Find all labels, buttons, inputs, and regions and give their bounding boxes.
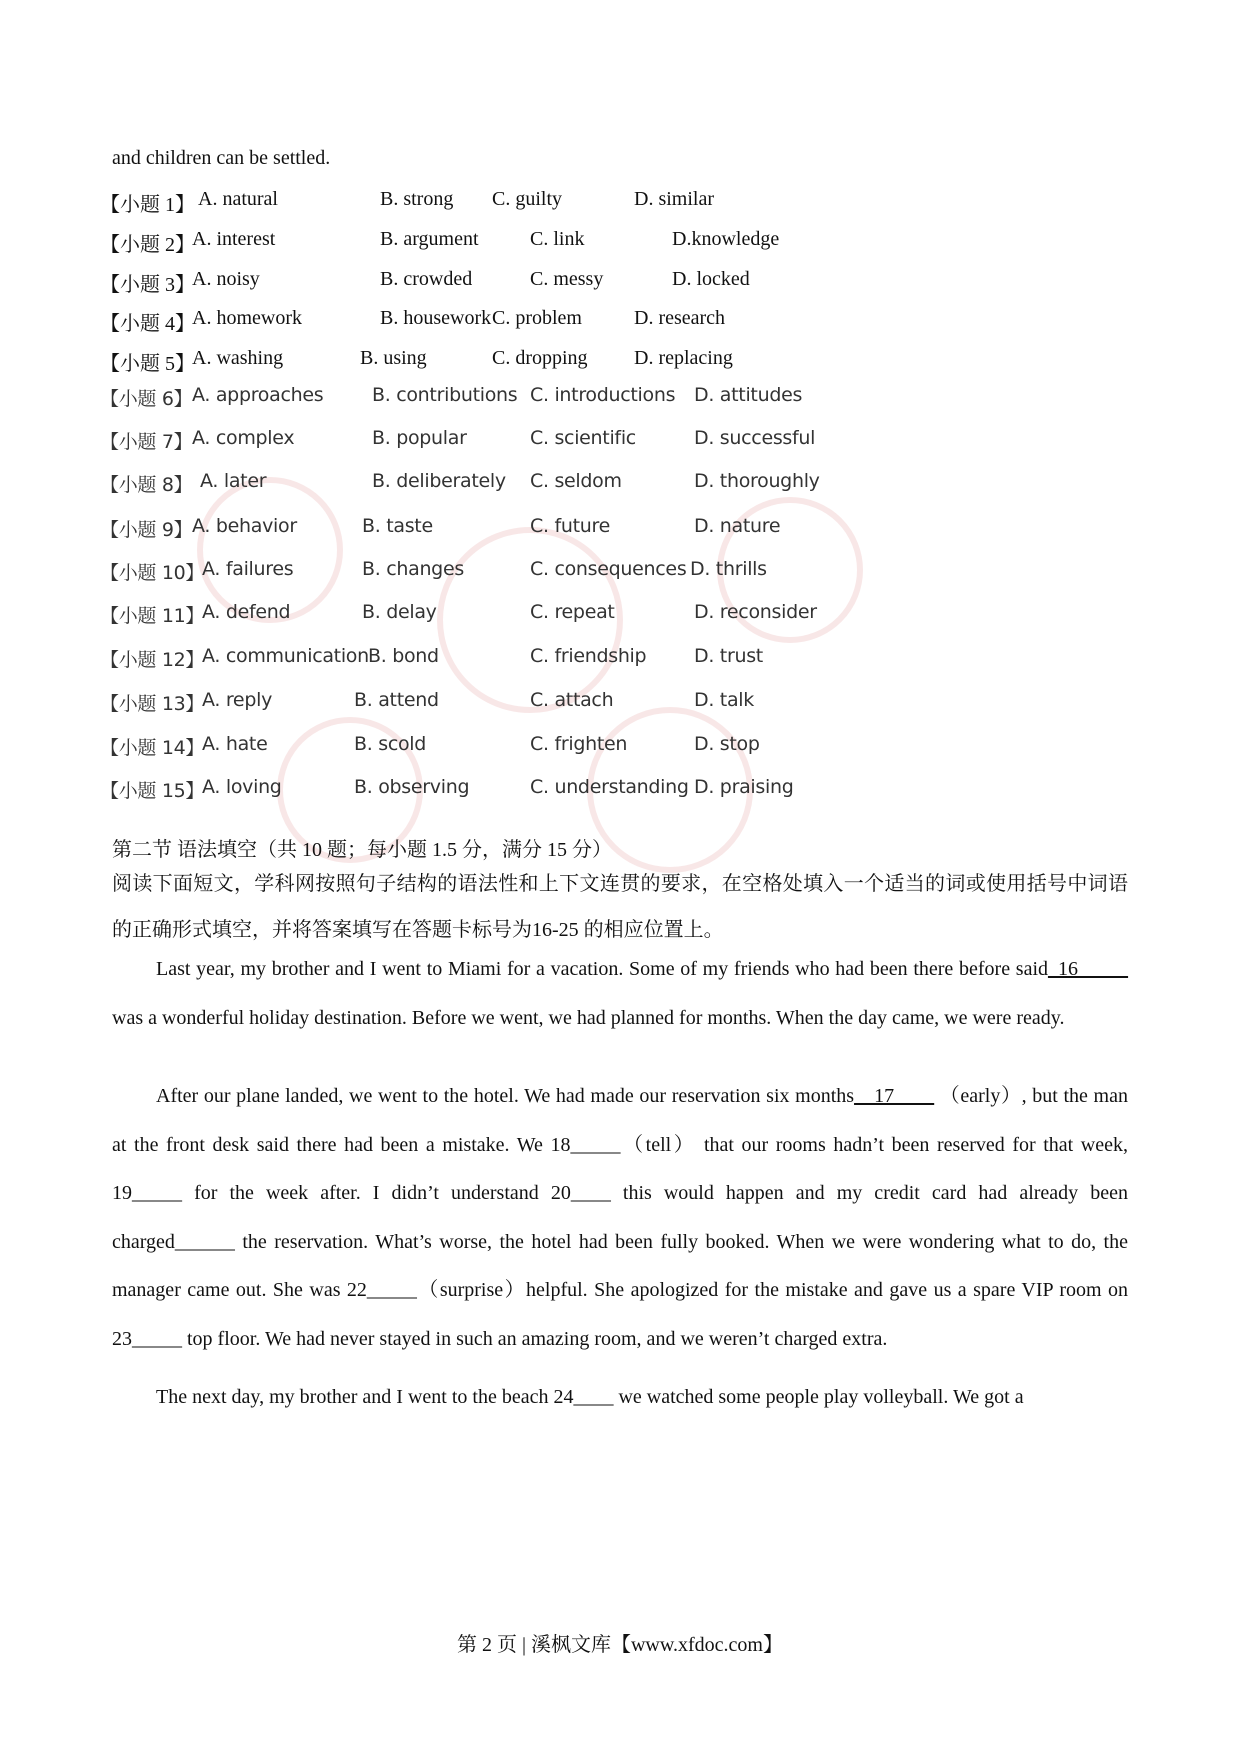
- question-label: 【小题 10】: [100, 562, 205, 584]
- option-a: A. failures: [202, 558, 294, 580]
- option-b: B. argument: [380, 228, 479, 250]
- section-heading: 第二节 语法填空（共 10 题；每小题 1.5 分，满分 15 分）: [112, 839, 612, 861]
- option-c: C. attach: [530, 689, 614, 711]
- option-d: D. similar: [634, 188, 714, 210]
- option-d: D. attitudes: [694, 384, 803, 406]
- option-b: B. delay: [362, 601, 437, 623]
- option-a: A. defend: [202, 601, 291, 623]
- option-d: D. thrills: [690, 558, 767, 580]
- option-c: C. repeat: [530, 601, 615, 623]
- option-a: A. washing: [192, 347, 284, 369]
- question-label: 【小题 5】: [100, 353, 195, 375]
- question-label: 【小题 2】: [100, 234, 195, 256]
- question-label: 【小题 6】: [100, 388, 193, 410]
- option-b: B. contributions: [372, 384, 518, 406]
- option-b: B. bond: [368, 645, 439, 667]
- option-b: B. housework: [380, 307, 492, 329]
- question-label: 【小题 15】: [100, 780, 205, 802]
- question-label: 【小题 4】: [100, 313, 195, 335]
- option-c: C. introductions: [530, 384, 676, 406]
- option-a: A. complex: [192, 427, 295, 449]
- option-b: B. taste: [362, 515, 433, 537]
- option-d: D. successful: [694, 427, 816, 449]
- instruction-text: 阅读下面短文，学科网按照句子结构的语法性和上下文连贯的要求，在空格处填入一个适当的词或使用括号中词语的正确形式填空，并将答案填写在答题卡标号为16-25 的相应位置上。: [112, 873, 1128, 941]
- option-d: D. nature: [694, 515, 781, 537]
- option-a: A. loving: [202, 776, 282, 798]
- option-b: B. strong: [380, 188, 454, 210]
- option-d: D. trust: [694, 645, 763, 667]
- question-label: 【小题 13】: [100, 693, 205, 715]
- option-a: A. communication: [202, 645, 369, 667]
- option-b: B. popular: [372, 427, 467, 449]
- option-a: A. natural: [198, 188, 278, 210]
- option-c: C. guilty: [492, 188, 563, 210]
- option-c: C. messy: [530, 268, 604, 290]
- option-c: C. link: [530, 228, 585, 250]
- option-c: C. consequences: [530, 558, 687, 580]
- option-c: C. frighten: [530, 733, 628, 755]
- blank-16: _16_____: [1048, 958, 1128, 980]
- option-a: A. reply: [202, 689, 273, 711]
- option-a: A. approaches: [192, 384, 324, 406]
- page-footer: 第 2 页 | 溪枫文库【www.xfdoc.com】: [456, 1634, 783, 1656]
- option-d: D. stop: [694, 733, 760, 755]
- blank-17: __17____: [854, 1085, 935, 1107]
- passage-paragraph-3: The next day, my brother and I went to the beach 24____ we watched some people play volleyball. We got a: [156, 1386, 1024, 1408]
- question-label: 【小题 12】: [100, 649, 205, 671]
- option-b: B. crowded: [380, 268, 473, 290]
- option-d: D. praising: [694, 776, 794, 798]
- passage-paragraph-1: [112, 945, 1128, 1042]
- option-d: D. research: [634, 307, 726, 329]
- option-a: A. interest: [192, 228, 276, 250]
- passage-paragraph-2: [112, 1072, 1128, 1363]
- option-a: A. noisy: [192, 268, 260, 290]
- option-c: C. future: [530, 515, 610, 537]
- option-b: B. using: [360, 347, 427, 369]
- top-line: and children can be settled.: [112, 147, 331, 169]
- question-label: 【小题 11】: [100, 605, 205, 627]
- option-d: D. locked: [672, 268, 750, 290]
- option-d: D. reconsider: [694, 601, 817, 623]
- option-c: C. dropping: [492, 347, 588, 369]
- option-d: D. talk: [694, 689, 754, 711]
- question-label: 【小题 7】: [100, 431, 193, 453]
- option-c: C. problem: [492, 307, 582, 329]
- option-c: C. scientific: [530, 427, 636, 449]
- question-label: 【小题 9】: [100, 519, 193, 541]
- option-b: B. observing: [354, 776, 470, 798]
- option-a: A. behavior: [192, 515, 297, 537]
- option-b: B. deliberately: [372, 470, 506, 492]
- option-c: C. seldom: [530, 470, 622, 492]
- option-d: D. thoroughly: [694, 470, 820, 492]
- question-label: 【小题 1】: [100, 194, 195, 216]
- option-c: C. friendship: [530, 645, 647, 667]
- option-d: D.knowledge: [672, 228, 780, 250]
- option-a: A. later: [200, 470, 267, 492]
- passage-text: After our plane landed, we went to the hotel. We had made our reservation six months: [156, 1085, 855, 1107]
- question-label: 【小题 3】: [100, 274, 195, 296]
- passage-text: Last year, my brother and I went to Miami for a vacation. Some of my friends who had been there before said: [156, 958, 1048, 980]
- passage-text: was a wonderful holiday destination. Before we went, we had planned for months. When the day came, we were ready.: [112, 1006, 1065, 1029]
- option-a: A. hate: [202, 733, 268, 755]
- passage-text: （early）, but the man at the front desk said there had been a mistake. We 18_____（tell） that our rooms hadn’t been reserved for that week, 19_____ for the week after. I didn’t understand 20____ this would happen and my credit card had already been charged______ the reservation. What’s worse, the hotel had been fully booked. When we were wondering what to do, the manager came out. She was 22_____（surprise）helpful. She apologized for the mistake and gave us a spare VIP room on 23_____ top floor. We had never stayed in such an amazing room, and we weren’t charged extra.: [112, 1085, 1128, 1350]
- option-b: B. scold: [354, 733, 427, 755]
- option-d: D. replacing: [634, 347, 733, 369]
- option-c: C. understanding: [530, 776, 689, 798]
- question-label: 【小题 14】: [100, 737, 205, 759]
- option-a: A. homework: [192, 307, 302, 329]
- question-label: 【小题 8】: [100, 474, 193, 496]
- option-b: B. attend: [354, 689, 439, 711]
- option-b: B. changes: [362, 558, 464, 580]
